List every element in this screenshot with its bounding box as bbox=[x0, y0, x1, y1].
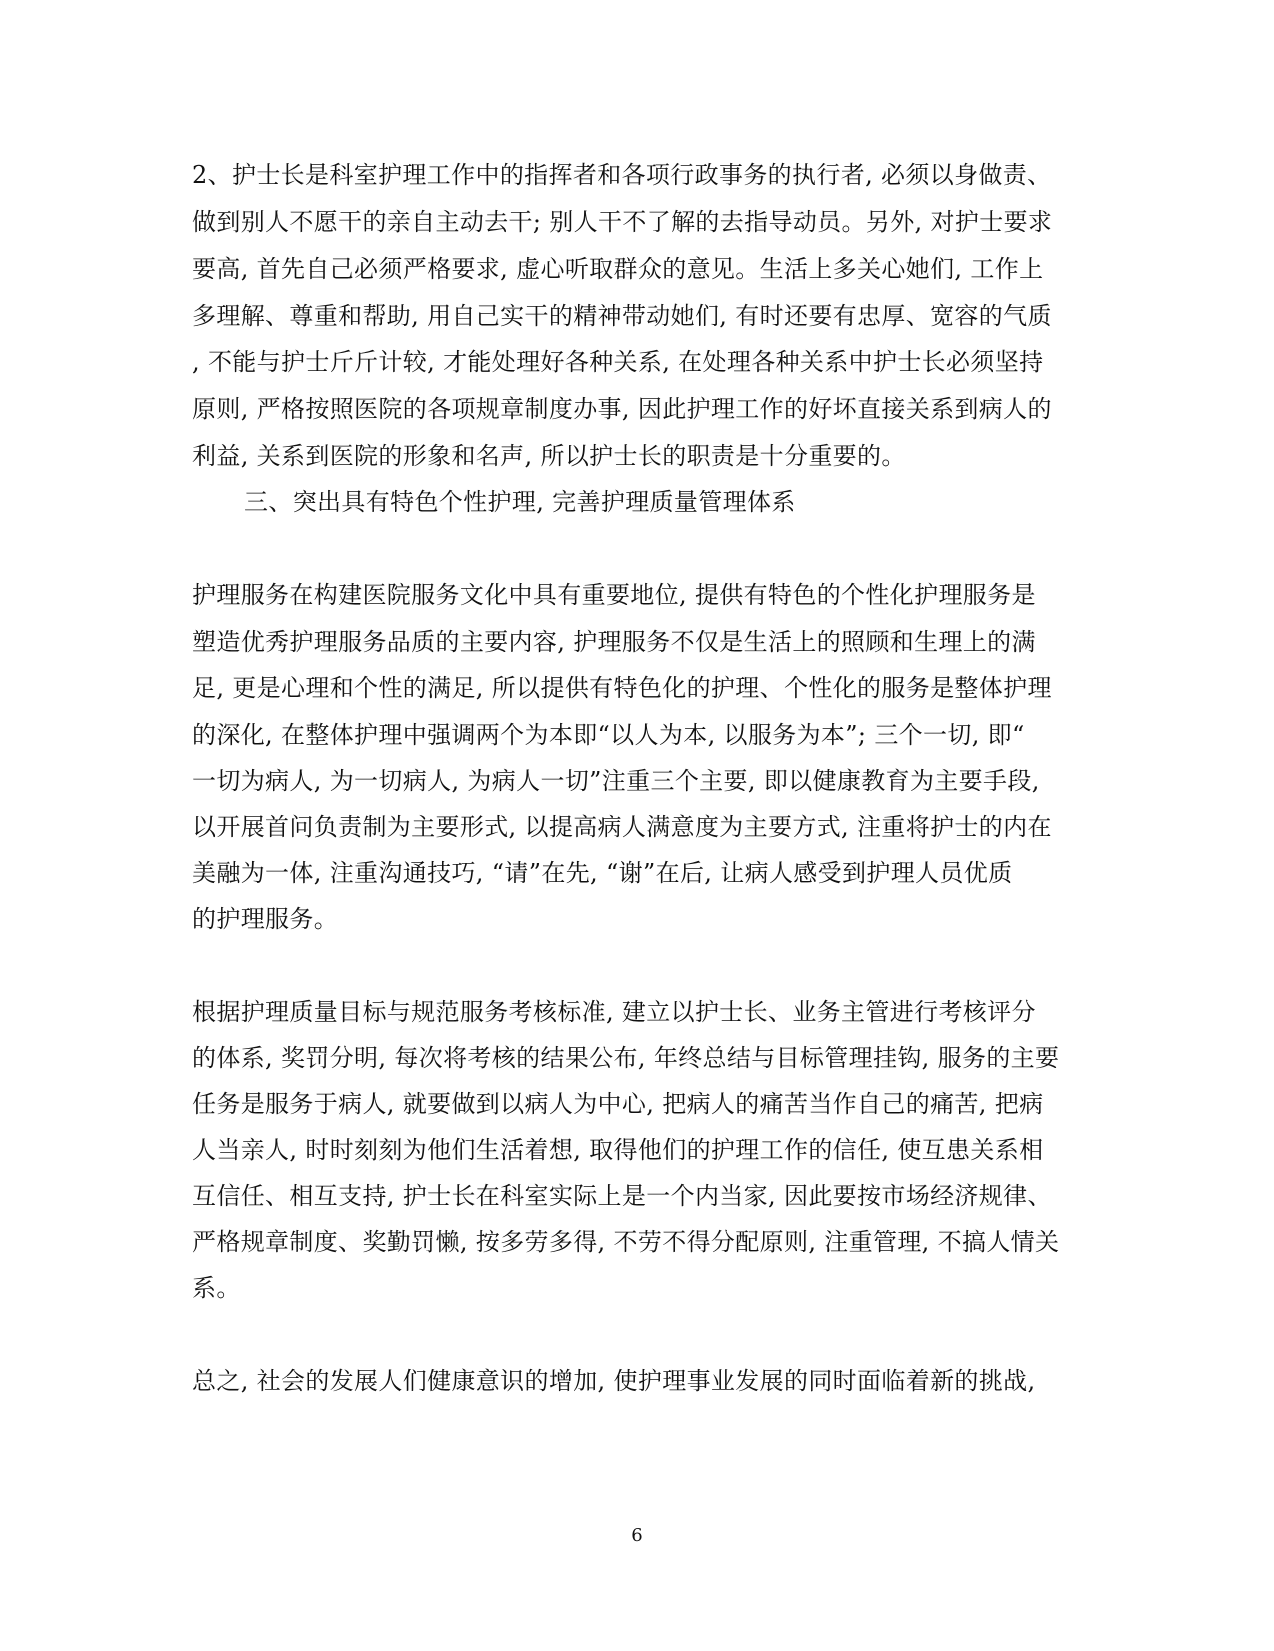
paragraph-4-line-1: 总之, 社会的发展人们健康意识的增加, 使护理事业发展的同时面临着新的挑战, bbox=[192, 1367, 1036, 1395]
paragraph-3-line-3: 任务是服务于病人, 就要做到以病人为中心, 把病人的痛苦当作自己的痛苦, 把病 bbox=[192, 1090, 1044, 1118]
paragraph-2-line-6: 以开展首问负责制为主要形式, 以提高病人满意度为主要方式, 注重将护士的内在 bbox=[192, 813, 1052, 841]
section-heading: 三、突出具有特色个性护理, 完善护理质量管理体系 bbox=[244, 488, 796, 516]
paragraph-3-line-5: 互信任、相互支持, 护士长在科室实际上是一个内当家, 因此要按市场经济规律、 bbox=[192, 1182, 1052, 1210]
paragraph-2-line-8: 的护理服务。 bbox=[192, 905, 339, 933]
paragraph-1-line-7: 利益, 关系到医院的形象和名声, 所以护士长的职责是十分重要的。 bbox=[192, 442, 906, 470]
paragraph-3-line-1: 根据护理质量目标与规范服务考核标准, 建立以护士长、业务主管进行考核评分 bbox=[192, 998, 1036, 1026]
paragraph-3-line-4: 人当亲人, 时时刻刻为他们生活着想, 取得他们的护理工作的信任, 使互患关系相 bbox=[192, 1136, 1044, 1164]
paragraph-2-line-1: 护理服务在构建医院服务文化中具有重要地位, 提供有特色的个性化护理服务是 bbox=[192, 581, 1036, 609]
page-number: 6 bbox=[631, 1525, 643, 1546]
paragraph-3-line-2: 的体系, 奖罚分明, 每次将考核的结果公布, 年终总结与目标管理挂钩, 服务的主要 bbox=[192, 1044, 1060, 1072]
paragraph-2-line-2: 塑造优秀护理服务品质的主要内容, 护理服务不仅是生活上的照顾和生理上的满 bbox=[192, 628, 1036, 656]
paragraph-1-line-2: 做到别人不愿干的亲自主动去干; 别人干不了解的去指导动员。另外, 对护士要求 bbox=[192, 208, 1053, 236]
paragraph-1-line-3: 要高, 首先自己必须严格要求, 虚心听取群众的意见。生活上多关心她们, 工作上 bbox=[192, 255, 1044, 283]
paragraph-1-line-5: , 不能与护士斤斤计较, 才能处理好各种关系, 在处理各种关系中护士长必须坚持 bbox=[192, 348, 1044, 376]
paragraph-2-line-4: 的深化, 在整体护理中强调两个为本即“以人为本, 以服务为本”; 三个一切, 即“ bbox=[192, 721, 1025, 749]
paragraph-3-line-6: 严格规章制度、奖勤罚懒, 按多劳多得, 不劳不得分配原则, 注重管理, 不搞人情关 bbox=[192, 1228, 1060, 1256]
paragraph-2-line-3: 足, 更是心理和个性的满足, 所以提供有特色化的护理、个性化的服务是整体护理 bbox=[192, 674, 1052, 702]
paragraph-1-line-6: 原则, 严格按照医院的各项规章制度办事, 因此护理工作的好坏直接关系到病人的 bbox=[192, 395, 1052, 423]
paragraph-3-line-7: 系。 bbox=[192, 1274, 241, 1302]
paragraph-2-line-5: 一切为病人, 为一切病人, 为病人一切”注重三个主要, 即以健康教育为主要手段, bbox=[192, 767, 1040, 795]
paragraph-1-line-1: 2、护士长是科室护理工作中的指挥者和各项行政事务的执行者, 必须以身做责、 bbox=[192, 161, 1052, 189]
paragraph-2-line-7: 美融为一体, 注重沟通技巧, “请”在先, “谢”在后, 让病人感受到护理人员优质 bbox=[192, 859, 1013, 887]
paragraph-1-line-4: 多理解、尊重和帮助, 用自己实干的精神带动她们, 有时还要有忠厚、宽容的气质 bbox=[192, 302, 1052, 330]
